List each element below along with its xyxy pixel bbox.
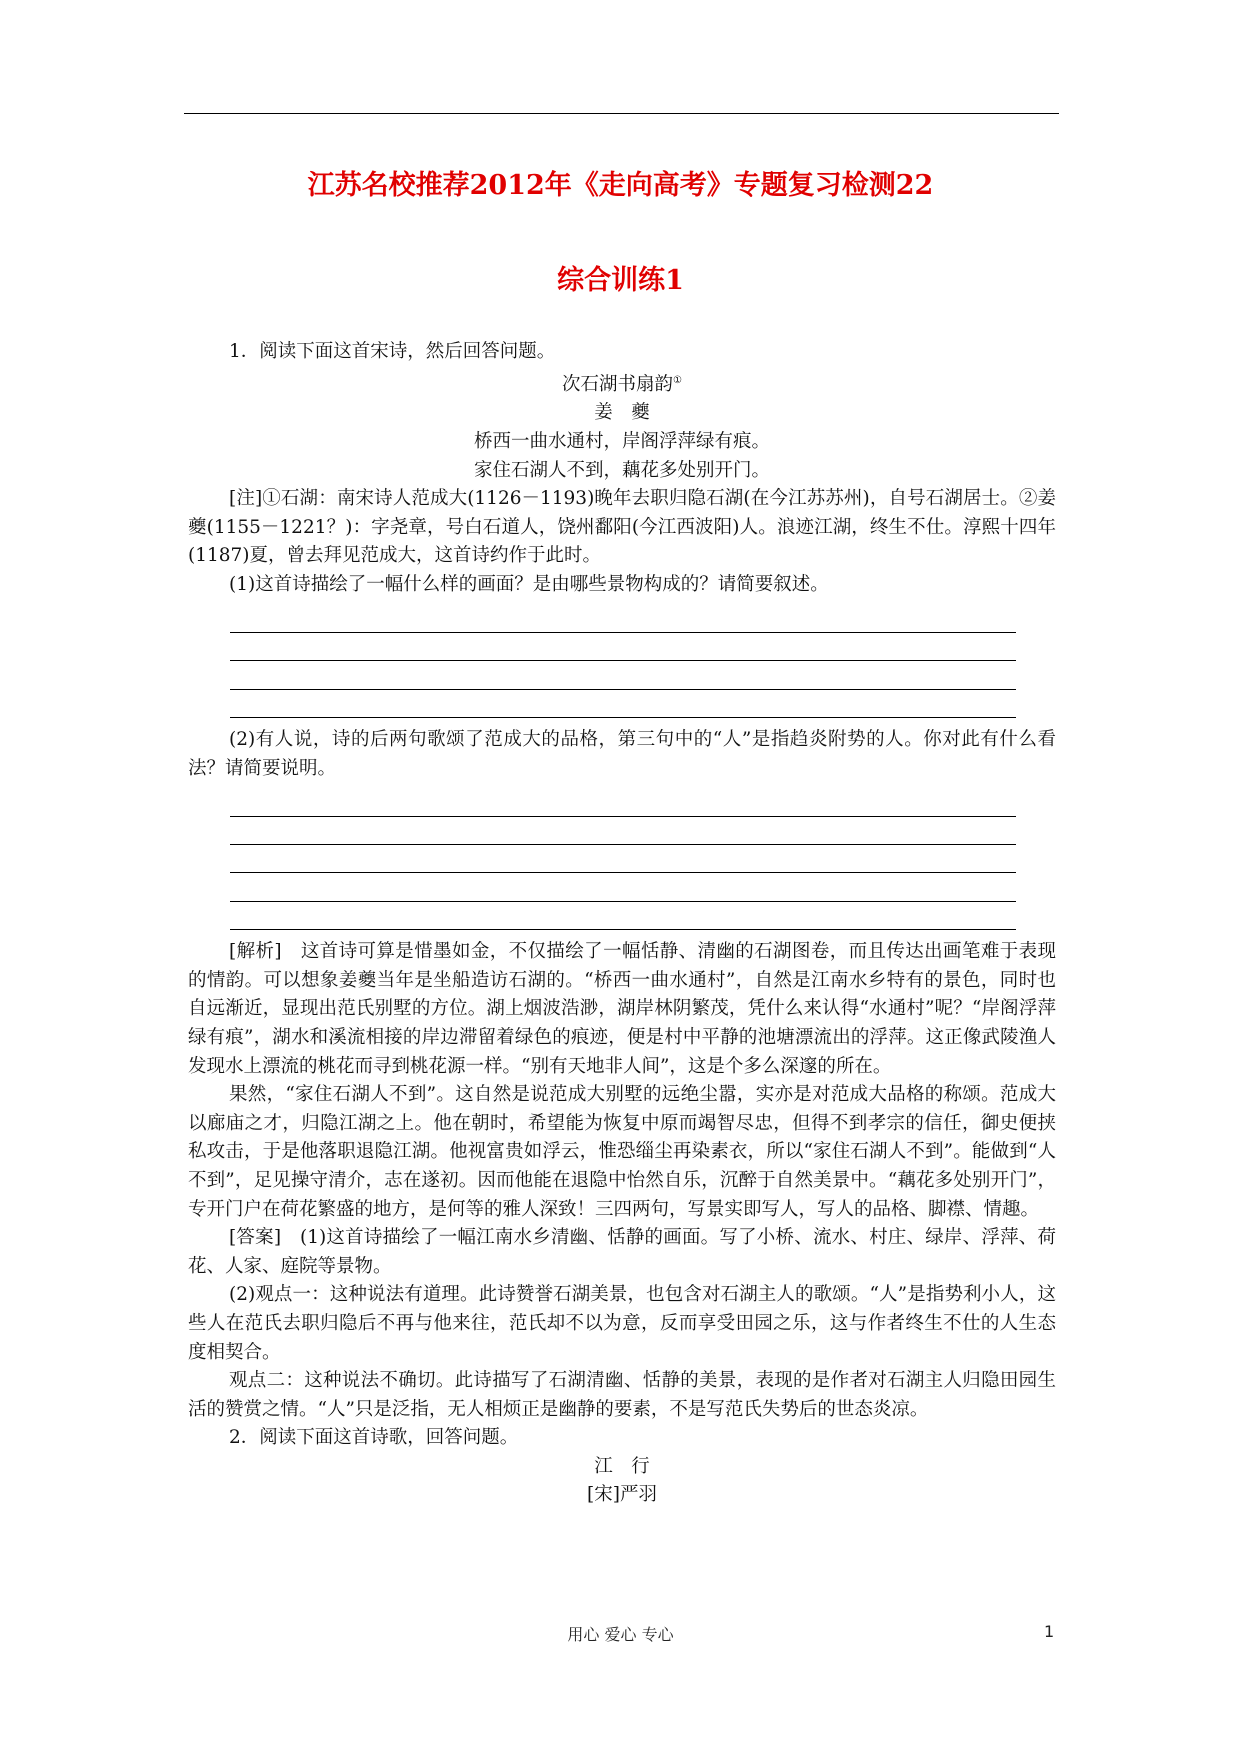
answer-line[interactable] <box>230 605 1016 633</box>
poem-title <box>188 367 1056 400</box>
header-rule <box>184 113 1059 114</box>
footer-motto: 用心 爱心 专心 <box>567 1625 674 1644</box>
sub-question-1: (1)这首诗描绘了一幅什么样的画面？是由哪些景物构成的？请简要叙述。 <box>229 573 829 595</box>
poem-2-title: 江 行 <box>594 1455 650 1477</box>
answer-line[interactable] <box>230 661 1016 689</box>
answer-paragraph-3: 观点二：这种说法不确切。此诗描写了石湖清幽、恬静的美景，表现的是作者对石湖主人归隐田园生活的赞赏之情。“人”只是泛指，无人相烦正是幽静的要素，不是写范氏失势后的世态炎凉。 <box>188 1370 1056 1420</box>
question-1-prompt: 1．阅读下面这首宋诗，然后回答问题。 <box>229 341 556 362</box>
answer-blank-lines-1 <box>230 605 1016 719</box>
answer-line[interactable] <box>230 788 1016 816</box>
question-2-prompt: 2．阅读下面这首诗歌，回答问题。 <box>229 1427 519 1449</box>
document-subtitle: 综合训练1 <box>557 265 684 296</box>
poem-title-text: 次石湖书扇韵 <box>562 373 674 395</box>
page-number: 1 <box>1044 1622 1055 1641</box>
analysis-paragraph-1: [解析] 这首诗可算是惜墨如金，不仅描绘了一幅恬静、清幽的石湖图卷，而且传达出画笔难于表现的情韵。可以想象姜夔当年是坐船造访石湖的。“桥西一曲水通村”，自然是江南水乡特有的景色，同时也自远渐近，显现出范氏别墅的方位。湖上烟波浩渺，湖岸林阴繁茂，凭什么来认得“水通村”呢？“岸阁浮萍绿有痕”，湖水和溪流相接的岸边滞留着绿色的痕迹，便是村中平静的池塘漂流出的浮萍。这正像武陵渔人发现水上漂流的桃花而寻到桃花源一样。“别有天地非人间”，这是个多么深邃的所在。 <box>188 941 1056 1077</box>
poem-author: 姜 夔 <box>594 402 650 424</box>
answer-paragraph-1: [答案] (1)这首诗描绘了一幅江南水乡清幽、恬静的画面。写了小桥、流水、村庄、绿岸、浮萍、荷花、人家、庭院等景物。 <box>188 1227 1056 1277</box>
answer-line[interactable] <box>230 873 1016 901</box>
footnote: [注]①石湖：南宋诗人范成大(1126－1193)晚年去职归隐石湖(在今江苏苏州)，自号石湖居士。②姜夔(1155－1221？)：字尧章，号白石道人，饶州鄱阳(今江西波阳)人。浪迹江湖，终生不仕。淳熙十四年(1187)夏，曾去拜见范成大，这首诗约作于此时。 <box>188 488 1056 567</box>
footnote-mark: ① <box>673 374 682 386</box>
answer-line[interactable] <box>230 902 1016 930</box>
poem-line-2: 家住石湖人不到，藕花多处别开门。 <box>473 459 770 481</box>
answer-paragraph-2: (2)观点一：这种说法有道理。此诗赞誉石湖美景，也包含对石湖主人的歌颂。“人”是指势利小人，这些人在范氏去职归隐后不再与他来往，范氏却不以为意，反而享受田园之乐，这与作者终生不仕的人生态度相契合。 <box>188 1284 1056 1363</box>
answer-line[interactable] <box>230 845 1016 873</box>
answer-blank-lines-2 <box>230 788 1016 930</box>
poem-2-author: [宋]严羽 <box>587 1484 657 1506</box>
analysis-paragraph-2: 果然，“家住石湖人不到”。这自然是说范成大别墅的远绝尘嚣，实亦是对范成大品格的称颂。范成大以廊庙之才，归隐江湖之上。他在朝时，希望能为恢复中原而竭智尽忠，但得不到孝宗的信任，御史便挟私攻击，于是他落职退隐江湖。他视富贵如浮云，惟恐缁尘再染素衣，所以“家住石湖人不到”。能做到“人不到”，足见操守清介，志在遂初。因而他能在退隐中怡然自乐，沉醉于自然美景中。“藕花多处别开门”，专开门户在荷花繁盛的地方，是何等的雅人深致！三四两句，写景实即写人，写人的品格、脚襟、情趣。 <box>188 1084 1056 1220</box>
answer-line[interactable] <box>230 817 1016 845</box>
document-body <box>188 338 1056 1510</box>
document-title: 江苏名校推荐2012年《走向高考》专题复习检测22 <box>307 170 934 201</box>
poem-line-1: 桥西一曲水通村，岸阁浮萍绿有痕。 <box>473 430 770 452</box>
sub-question-2: (2)有人说，诗的后两句歌颂了范成大的品格，第三句中的“人”是指趋炎附势的人。你对此有什么看法？请简要说明。 <box>188 729 1056 779</box>
answer-line[interactable] <box>230 690 1016 718</box>
answer-line[interactable] <box>230 633 1016 661</box>
